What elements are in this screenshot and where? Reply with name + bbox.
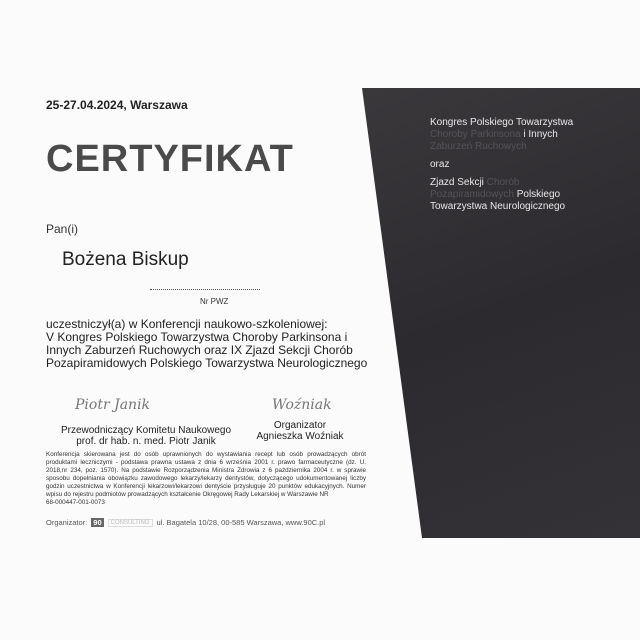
signatory-right: Organizator Agnieszka Woźniak xyxy=(256,420,344,442)
panel-text: Kongres Polskiego Towarzystwa Choroby Parkinsona i Innych Zaburzeń Ruchowych oraz Zjazd Sekcji Chorób Pozapiramidowych Polskiego Towarzystwa Neurologicznego xyxy=(430,117,574,212)
conference-info xyxy=(46,318,376,370)
organizer-address: ul. Bagatela 10/28, 00-585 Warszawa, www.90C.pl xyxy=(156,518,326,527)
signature-wozniak: Woźniak xyxy=(272,397,332,413)
legal-note: Konferencja skierowana jest do osób uprawnionych do wystawiania recept lub osób prowadzących obrót produktami leczniczymi - podstawa prawna ustawa z dnia 6 września 2001 r. prawo farmaceutyczne (dz. U. 2018,nr 234, poz. 1570). Na podstawie Rozporządzenia Ministra Zdrowia z 6 października 2004 r. w sprawie sposobu dopełniania obowiązku zawodowego lekarzy/lekarzy dentystów, dotyczącego udokumentowanej liczby godzin uczestnictwa w Konferencji lekarzowi/lekarzowi dentyście przysługuje 20 punktów edukacyjnych. Numer wpisu do rejestru podmiotów prowadzących kształcenie Okręgowej Rady Lekarskiej w Warszawie NR 68-000447-001-0073 xyxy=(46,451,366,506)
conference-name: V Kongres Polskiego Towarzystwa Choroby Parkinsona i Innych Zaburzeń Ruchowych oraz IX Zjazd Sekcji Chorób Pozapiramidowych Polskiego Towarzystwa Neurologicznego xyxy=(46,330,368,370)
pwz-label: Nr PWZ xyxy=(200,297,229,306)
register-number: 68-000447-001-0073 xyxy=(46,499,105,506)
participant-name: Bożena Biskup xyxy=(62,249,189,270)
signatory-left: Przewodniczący Komitetu Naukowego prof. dr hab. n. med. Piotr Janik xyxy=(60,425,232,447)
participation-text: uczestniczył(a) w Konferencji naukowo-szkoleniowej: xyxy=(46,317,328,331)
event-date-place: 25-27.04.2024, Warszawa xyxy=(46,98,188,112)
salutation: Pan(i) xyxy=(46,222,79,236)
signature-janik: Piotr Janik xyxy=(75,397,151,413)
organizer-logo: 90 xyxy=(93,518,102,527)
certificate-title: CERTYFIKAT xyxy=(46,138,294,180)
organizer-footer: Organizator: 90 CONSULTING ul. Bagatela 10/28, 00-585 Warszawa, www.90C.pl xyxy=(46,518,326,527)
pwz-dotted-line xyxy=(150,289,260,290)
